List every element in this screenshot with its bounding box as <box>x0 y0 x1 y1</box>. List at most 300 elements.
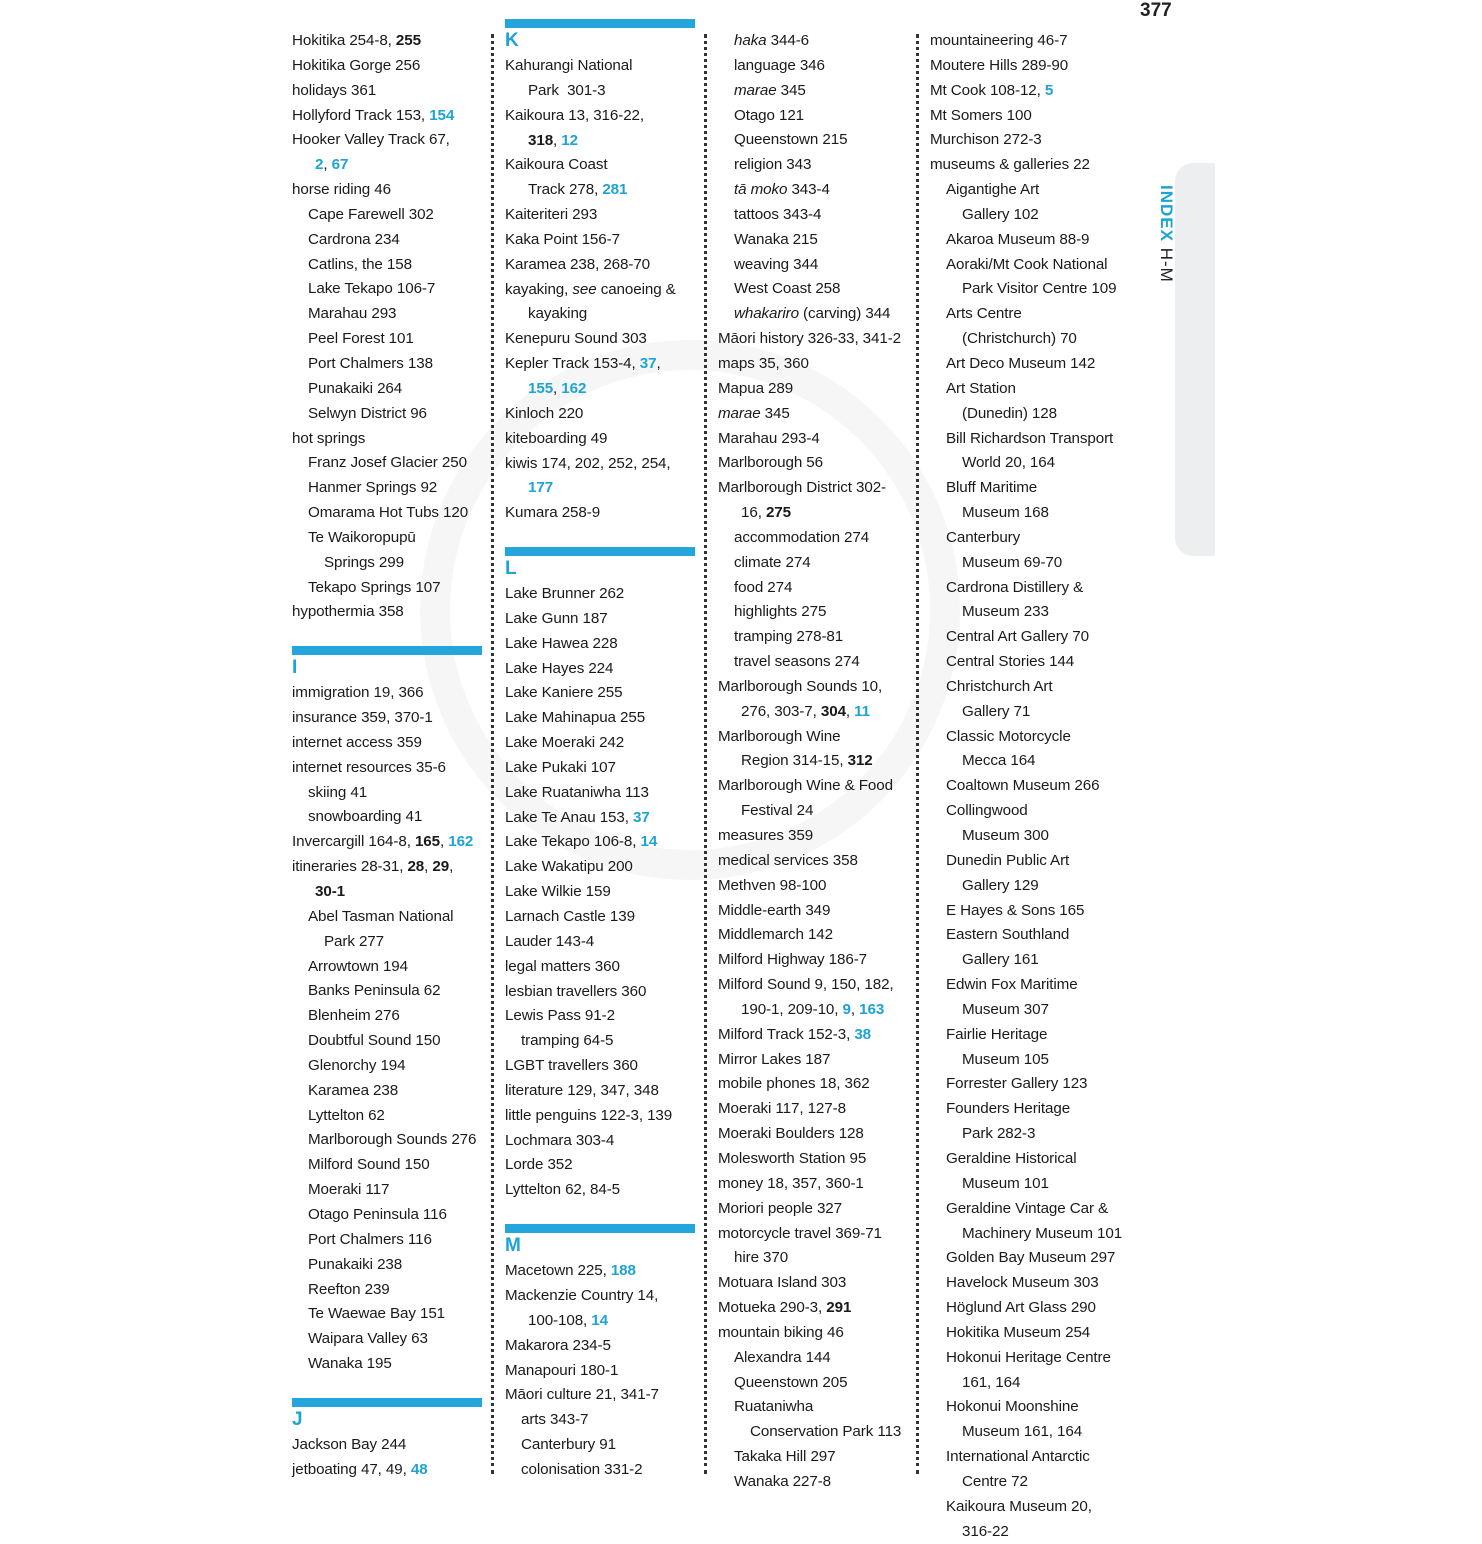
index-entry: kiteboarding 49 <box>505 429 608 447</box>
index-subentry: Glenorchy 194 <box>308 1056 406 1074</box>
index-subentry: Marlborough Sounds 276 <box>308 1131 477 1149</box>
index-entry: Marahau 293-4 <box>718 429 820 447</box>
index-subentry <box>930 253 1130 303</box>
index-subentry: food 274 <box>734 578 793 596</box>
entry-line: Springs 299 <box>324 553 404 571</box>
entry-line: Dunedin Public Art <box>946 851 1070 869</box>
index-subentry: hire 370 <box>734 1249 789 1267</box>
index-subentry: weaving 344 <box>734 255 819 273</box>
entry-text: , <box>449 858 454 876</box>
index-entry: Moeraki 117, 127-8 <box>718 1100 846 1118</box>
index-subentry: travel seasons 274 <box>734 653 860 671</box>
index-subentry: Hanmer Springs 92 <box>308 479 438 497</box>
entry-line: World 20, 164 <box>962 454 1055 472</box>
index-subentry: Franz Josef Glacier 250 <box>308 454 467 472</box>
index-entry: horse riding 46 <box>292 181 391 199</box>
entry-text: 345 <box>760 404 790 422</box>
entry-text: 281 <box>602 181 628 199</box>
section-letter: K <box>505 30 519 51</box>
entry-line: Bill Richardson Transport <box>946 429 1114 447</box>
entry-text: , <box>656 355 661 373</box>
entry-line: Conservation Park 113 <box>750 1423 902 1441</box>
index-entry <box>718 774 914 824</box>
index-entry: literature 129, 347, 348 <box>505 1081 659 1099</box>
index-subentry <box>930 1197 1130 1247</box>
index-subentry: Selwyn District 96 <box>308 404 427 422</box>
index-entry <box>505 352 701 402</box>
index-entry: Larnach Castle 139 <box>505 908 635 925</box>
index-entry: Molesworth Station 95 <box>718 1149 867 1167</box>
index-subentry: Central Stories 144 <box>946 653 1075 671</box>
entry-line: Canterbury <box>946 528 1021 546</box>
index-subentry: Art Deco Museum 142 <box>946 354 1096 372</box>
index-subentry: tramping 278-81 <box>734 628 844 646</box>
index-subentry: Akaroa Museum 88-9 <box>946 230 1090 248</box>
index-entry: Lake Ruataniwha 113 <box>505 783 649 801</box>
entry-text: , <box>439 833 449 851</box>
entry-line: kayaking <box>528 305 588 323</box>
index-entry <box>718 402 914 427</box>
index-subentry: Coaltown Museum 266 <box>946 777 1100 795</box>
index-subentry: Wanaka 195 <box>308 1355 392 1373</box>
index-entry: hypothermia 358 <box>292 603 404 621</box>
index-subentry: West Coast 258 <box>734 280 841 298</box>
index-entry <box>505 830 701 855</box>
index-subentry: Omarama Hot Tubs 120 <box>308 504 469 522</box>
index-subentry <box>930 476 1130 526</box>
entry-text: kayaking, <box>505 280 573 298</box>
entry-text: 291 <box>826 1299 852 1317</box>
index-subentry: Cape Farewell 302 <box>308 205 434 223</box>
index-subentry <box>930 1346 1130 1396</box>
entry-text: Hollyford Track 153, <box>292 106 430 124</box>
index-subentry: Queenstown 205 <box>734 1373 848 1391</box>
index-subentry: Peel Forest 101 <box>308 330 414 348</box>
index-entry: hot springs <box>292 429 366 447</box>
index-subentry: Takaka Hill 297 <box>734 1448 836 1466</box>
entry-line: Edwin Fox Maritime <box>946 976 1078 994</box>
entry-text: (carving) 344 <box>798 305 891 323</box>
index-entry <box>718 476 914 526</box>
entry-text: Invercargill 164-8, <box>292 833 415 851</box>
section-bar <box>505 1224 695 1233</box>
entry-text: 344-6 <box>766 32 810 49</box>
entry-line: Hokonui Moonshine <box>946 1398 1079 1416</box>
index-subentry: E Hayes & Sons 165 <box>946 901 1085 919</box>
index-subentry: Golden Bay Museum 297 <box>946 1249 1116 1267</box>
index-subentry <box>930 849 1130 899</box>
index-subentry: Forrester Gallery 123 <box>946 1075 1088 1093</box>
entry-line: Marlborough Wine & Food <box>718 777 893 795</box>
index-subentry <box>292 526 488 576</box>
section-bar <box>505 19 695 28</box>
index-entry: Moriori people 327 <box>718 1199 842 1217</box>
entry-text: marae <box>734 81 777 99</box>
index-entry: maps 35, 360 <box>718 354 809 372</box>
index-entry: Mirror Lakes 187 <box>718 1050 831 1068</box>
entry-line: Museum 307 <box>962 1000 1049 1018</box>
index-subentry: tramping 64-5 <box>521 1032 614 1050</box>
entry-text: Macetown 225, <box>505 1262 611 1280</box>
entry-text: tā moko <box>734 181 788 199</box>
index-entry: mountaineering 46-7 <box>930 32 1068 49</box>
index-subentry <box>718 178 914 203</box>
entry-text: 162 <box>561 379 587 397</box>
index-subentry: Otago Peninsula 116 <box>308 1205 447 1223</box>
index-entry: Māori culture 21, 341-7 <box>505 1386 659 1404</box>
entry-line: Marlborough District 302- <box>718 479 887 497</box>
index-entry: Lake Hayes 224 <box>505 659 614 677</box>
entry-line: Museum 300 <box>962 827 1049 844</box>
index-entry: measures 359 <box>718 827 814 844</box>
index-entry: Lake Gunn 187 <box>505 609 608 627</box>
entry-line: Museum 168 <box>962 504 1049 522</box>
index-subentry <box>718 1395 914 1445</box>
entry-text: 12 <box>561 131 578 149</box>
index-entry: Manapouri 180-1 <box>505 1361 619 1379</box>
entry-line: Collingwood <box>946 802 1028 820</box>
index-subentry: Lyttelton 62 <box>308 1106 385 1124</box>
index-entry: Hokitika Gorge 256 <box>292 56 421 74</box>
index-entry: Lake Hawea 228 <box>505 634 618 652</box>
entry-text: 5 <box>1044 81 1054 99</box>
index-subentry: skiing 41 <box>308 783 368 801</box>
index-entry: legal matters 360 <box>505 957 620 975</box>
entry-line: Art Station <box>946 379 1016 397</box>
index-subentry: language 346 <box>734 56 825 74</box>
index-entry: Lewis Pass 91-2 <box>505 1007 615 1025</box>
index-subentry: arts 343-7 <box>521 1411 589 1429</box>
entry-text: Milford Track 152-3, <box>718 1025 855 1043</box>
index-entry <box>292 1458 488 1483</box>
entry-line: Gallery 102 <box>962 205 1039 223</box>
entry-text: , <box>424 858 433 876</box>
index-subentry: Hokitika Museum 254 <box>946 1323 1091 1341</box>
section-bar <box>505 547 695 556</box>
index-entry: Mt Somers 100 <box>930 106 1032 124</box>
index-subentry: Alexandra 144 <box>734 1348 831 1366</box>
entry-text: , <box>553 131 562 149</box>
entry-text: 154 <box>429 106 455 124</box>
entry-text: , <box>553 379 562 397</box>
entry-text: 190-1, 209-10, <box>741 1000 843 1018</box>
entry-line: (Christchurch) 70 <box>962 330 1077 348</box>
index-subentry <box>930 1097 1130 1147</box>
entry-text: see <box>572 280 597 298</box>
entry-text: Track 278, <box>528 181 603 199</box>
index-entry: mountain biking 46 <box>718 1323 844 1341</box>
entry-line: Christchurch Art <box>946 677 1053 695</box>
index-subentry <box>718 79 914 104</box>
entry-line: 161, 164 <box>962 1373 1021 1391</box>
index-subentry <box>718 302 914 327</box>
entry-text: 16, <box>741 504 766 522</box>
index-entry: Methven 98-100 <box>718 876 827 894</box>
index-column-1 <box>292 29 488 1483</box>
entry-text: 37 <box>632 808 650 826</box>
entry-text: Motueka 290-3, <box>718 1299 827 1317</box>
index-entry: internet access 359 <box>292 733 422 751</box>
index-entry: holidays 361 <box>292 81 377 99</box>
entry-line: Gallery 161 <box>962 951 1039 969</box>
entry-line: Park 277 <box>324 932 384 950</box>
entry-text: 318 <box>528 131 554 149</box>
column-divider <box>916 34 919 1474</box>
index-entry <box>505 278 701 328</box>
entry-line: Aoraki/Mt Cook National <box>946 255 1108 273</box>
entry-line: Hokonui Heritage Centre <box>946 1348 1111 1366</box>
entry-line: Mackenzie Country 14, <box>505 1286 659 1304</box>
index-subentry <box>930 923 1130 973</box>
index-entry: Middle-earth 349 <box>718 901 831 919</box>
index-subentry: highlights 275 <box>734 603 827 621</box>
index-entry <box>718 675 914 725</box>
index-subentry <box>930 576 1130 626</box>
section-letter: L <box>505 558 517 580</box>
entry-line: 316-22 <box>962 1522 1009 1540</box>
index-subentry <box>930 675 1130 725</box>
index-entry: Lake Wakatipu 200 <box>505 858 633 876</box>
index-entry: Kaiteriteri 293 <box>505 206 598 224</box>
entry-line: Kaikoura Museum 20, <box>946 1497 1092 1515</box>
index-entry: internet resources 35-6 <box>292 758 446 776</box>
entry-text: canoeing & <box>596 280 676 298</box>
entry-text: itineraries 28-31, <box>292 858 408 876</box>
index-entry <box>505 104 701 154</box>
index-subentry: Cardrona 234 <box>308 230 400 248</box>
index-entry <box>505 54 701 104</box>
index-entry: insurance 359, 370-1 <box>292 709 433 727</box>
index-entry: medical services 358 <box>718 851 858 869</box>
entry-line: Kahurangi National <box>505 57 633 74</box>
entry-line: Marlborough Wine <box>718 727 841 745</box>
index-subentry: Havelock Museum 303 <box>946 1274 1099 1292</box>
entry-line: Kaikoura Coast <box>505 156 608 174</box>
entry-text: 67 <box>331 156 349 174</box>
entry-line: Kaikoura 13, 316-22, <box>505 106 645 124</box>
index-column-2 <box>505 29 701 1483</box>
index-subentry <box>292 905 488 955</box>
entry-text: 2 <box>315 156 324 174</box>
index-subentry: Punakaiki 264 <box>308 379 403 397</box>
entry-line: Aigantighe Art <box>946 181 1040 199</box>
entry-line: Arts Centre <box>946 305 1022 323</box>
index-subentry <box>930 427 1130 477</box>
entry-line: Marlborough Sounds 10, <box>718 677 883 695</box>
index-entry <box>505 1284 701 1334</box>
entry-text: 275 <box>765 504 791 522</box>
index-subentry: colonisation 331-2 <box>521 1460 643 1478</box>
entry-line: Museum 105 <box>962 1050 1049 1068</box>
index-entry: Makarora 234-5 <box>505 1336 611 1354</box>
index-subentry: Canterbury 91 <box>521 1436 616 1454</box>
index-entry: Māori history 326-33, 341-2 <box>718 330 902 348</box>
index-entry: Motuara Island 303 <box>718 1274 847 1292</box>
entry-line: Park 301-3 <box>528 81 606 99</box>
entry-line: Ruataniwha <box>734 1398 814 1416</box>
section-letter: J <box>292 1408 303 1430</box>
index-subentry: Wanaka 215 <box>734 230 818 248</box>
index-subentry: accommodation 274 <box>734 528 870 546</box>
index-entry: Lake Wilkie 159 <box>505 883 611 901</box>
index-entry: Murchison 272-3 <box>930 131 1042 149</box>
index-subentry: Blenheim 276 <box>308 1007 400 1025</box>
entry-line: Gallery 71 <box>962 702 1031 720</box>
entry-line: Bluff Maritime <box>946 479 1038 497</box>
index-entry: Lorde 352 <box>505 1156 573 1174</box>
index-column-4 <box>930 29 1130 1544</box>
index-entry <box>718 725 914 775</box>
entry-text: 345 <box>776 81 806 99</box>
index-subentry <box>930 526 1130 576</box>
entry-text: 304 <box>820 702 846 720</box>
index-entry: mobile phones 18, 362 <box>718 1075 870 1093</box>
index-entry <box>718 973 914 1023</box>
index-entry: Lochmara 303-4 <box>505 1131 615 1149</box>
index-subentry: Queenstown 215 <box>734 131 848 149</box>
entry-line: Founders Heritage <box>946 1100 1071 1118</box>
index-entry: Kinloch 220 <box>505 404 584 422</box>
index-entry: immigration 19, 366 <box>292 684 424 702</box>
index-entry: motorcycle travel 369-71 <box>718 1224 882 1242</box>
entry-text: Region 314-15, <box>741 752 848 770</box>
entry-text: 165 <box>414 833 440 851</box>
index-entry: LGBT travellers 360 <box>505 1057 638 1075</box>
index-subentry: Otago 121 <box>734 106 805 124</box>
entry-line: Museum 161, 164 <box>962 1423 1083 1441</box>
column-divider <box>704 34 707 1474</box>
entry-line: Abel Tasman National <box>308 907 454 925</box>
index-subentry <box>930 1395 1130 1445</box>
index-entry: Moeraki Boulders 128 <box>718 1125 864 1143</box>
index-entry: lesbian travellers 360 <box>505 982 647 1000</box>
index-subentry: Port Chalmers 116 <box>308 1230 432 1248</box>
index-entry: Lake Brunner 262 <box>505 585 625 603</box>
entry-line: Eastern Southland <box>946 926 1070 944</box>
index-entry <box>505 1259 701 1284</box>
entry-text: 155 <box>528 379 554 397</box>
index-entry: Moutere Hills 289-90 <box>930 56 1069 74</box>
index-entry <box>292 830 488 855</box>
index-subentry: Marahau 293 <box>308 305 397 323</box>
entry-text: 14 <box>591 1311 608 1329</box>
entry-line: kiwis 174, 202, 252, 254, <box>505 454 671 472</box>
index-subentry: snowboarding 41 <box>308 808 423 826</box>
entry-line: Geraldine Vintage Car & <box>946 1199 1109 1217</box>
index-entry: Lake Moeraki 242 <box>505 734 625 752</box>
entry-text: 48 <box>410 1460 428 1478</box>
entry-text: 9 <box>842 1000 851 1018</box>
entry-text: 29 <box>432 858 450 876</box>
index-entry: Middlemarch 142 <box>718 926 833 944</box>
index-entry <box>718 1023 914 1048</box>
index-entry: museums & galleries 22 <box>930 156 1090 174</box>
entry-line: Museum 69-70 <box>962 553 1063 571</box>
entry-line: Festival 24 <box>741 802 814 820</box>
entry-text: 163 <box>859 1000 885 1018</box>
entry-text: Hokitika 254-8, <box>292 32 396 49</box>
index-column-3 <box>718 29 914 1495</box>
index-entry: Marlborough 56 <box>718 454 823 472</box>
entry-text: 28 <box>407 858 425 876</box>
index-subentry: Wanaka 227-8 <box>734 1472 832 1490</box>
index-subentry <box>930 725 1130 775</box>
entry-text: 312 <box>847 752 873 770</box>
index-entry <box>505 153 701 203</box>
index-entry: Jackson Bay 244 <box>292 1435 407 1453</box>
entry-line: Te Waikoropupū <box>308 528 416 546</box>
entry-text: , <box>850 1000 860 1018</box>
index-subentry: Punakaiki 238 <box>308 1255 403 1273</box>
entry-text: 14 <box>640 833 658 851</box>
entry-line: (Dunedin) 128 <box>962 404 1057 422</box>
index-subentry <box>930 377 1130 427</box>
index-entry: Lyttelton 62, 84-5 <box>505 1181 620 1199</box>
index-subentry <box>930 973 1130 1023</box>
page-number: 377 <box>1140 0 1172 21</box>
entry-line: Fairlie Heritage <box>946 1025 1048 1043</box>
entry-text: whakariro <box>734 305 799 323</box>
section-bar <box>292 1398 482 1407</box>
entry-text: Kepler Track 153-4, <box>505 355 640 373</box>
entry-line: Mecca 164 <box>962 752 1036 770</box>
index-entry: Kumara 258-9 <box>505 504 601 522</box>
entry-text: , <box>323 156 332 174</box>
index-entry: Milford Highway 186-7 <box>718 951 867 969</box>
index-subentry <box>930 178 1130 228</box>
section-letter: I <box>292 657 298 679</box>
index-entry <box>292 104 488 129</box>
index-subentry: Port Chalmers 138 <box>308 354 433 372</box>
entry-text: 37 <box>639 355 657 373</box>
index-subentry: Tekapo Springs 107 <box>308 578 441 596</box>
index-subentry <box>930 1445 1130 1495</box>
index-subentry: Höglund Art Glass 290 <box>946 1299 1096 1317</box>
entry-text: 343-4 <box>787 181 830 199</box>
index-entry: Karamea 238, 268-70 <box>505 255 651 273</box>
index-entry <box>292 128 488 178</box>
entry-text: jetboating 47, 49, <box>292 1460 411 1478</box>
entry-line: Gallery 129 <box>962 876 1039 894</box>
index-entry: little penguins 122-3, 139 <box>505 1106 673 1124</box>
index-entry: Kenepuru Sound 303 <box>505 330 647 348</box>
index-subentry: Waipara Valley 63 <box>308 1330 428 1348</box>
entry-line: Hooker Valley Track 67, <box>292 131 450 149</box>
entry-text: 30-1 <box>315 883 345 900</box>
entry-line: Classic Motorcycle <box>946 727 1071 745</box>
index-entry: money 18, 357, 360-1 <box>718 1174 864 1192</box>
index-subentry: Catlins, the 158 <box>308 255 412 273</box>
index-subentry: religion 343 <box>734 156 812 174</box>
entry-line: Cardrona Distillery & <box>946 578 1084 596</box>
index-subentry: Te Waewae Bay 151 <box>308 1305 446 1323</box>
entry-text: 276, 303-7, <box>741 702 821 720</box>
index-entry <box>505 806 701 831</box>
section-letter: M <box>505 1235 521 1257</box>
entry-line: Park 282-3 <box>962 1125 1036 1143</box>
section-bar <box>292 646 482 655</box>
entry-text: marae <box>718 404 761 422</box>
index-subentry <box>718 29 914 54</box>
index-subentry: tattoos 343-4 <box>734 205 822 223</box>
index-entry: Lake Pukaki 107 <box>505 758 616 776</box>
index-subentry: Milford Sound 150 <box>308 1156 430 1174</box>
index-entry <box>292 29 488 54</box>
entry-text: , <box>845 702 855 720</box>
column-divider <box>491 34 494 1474</box>
entry-line: Park Visitor Centre 109 <box>962 280 1117 298</box>
index-subentry <box>930 799 1130 849</box>
